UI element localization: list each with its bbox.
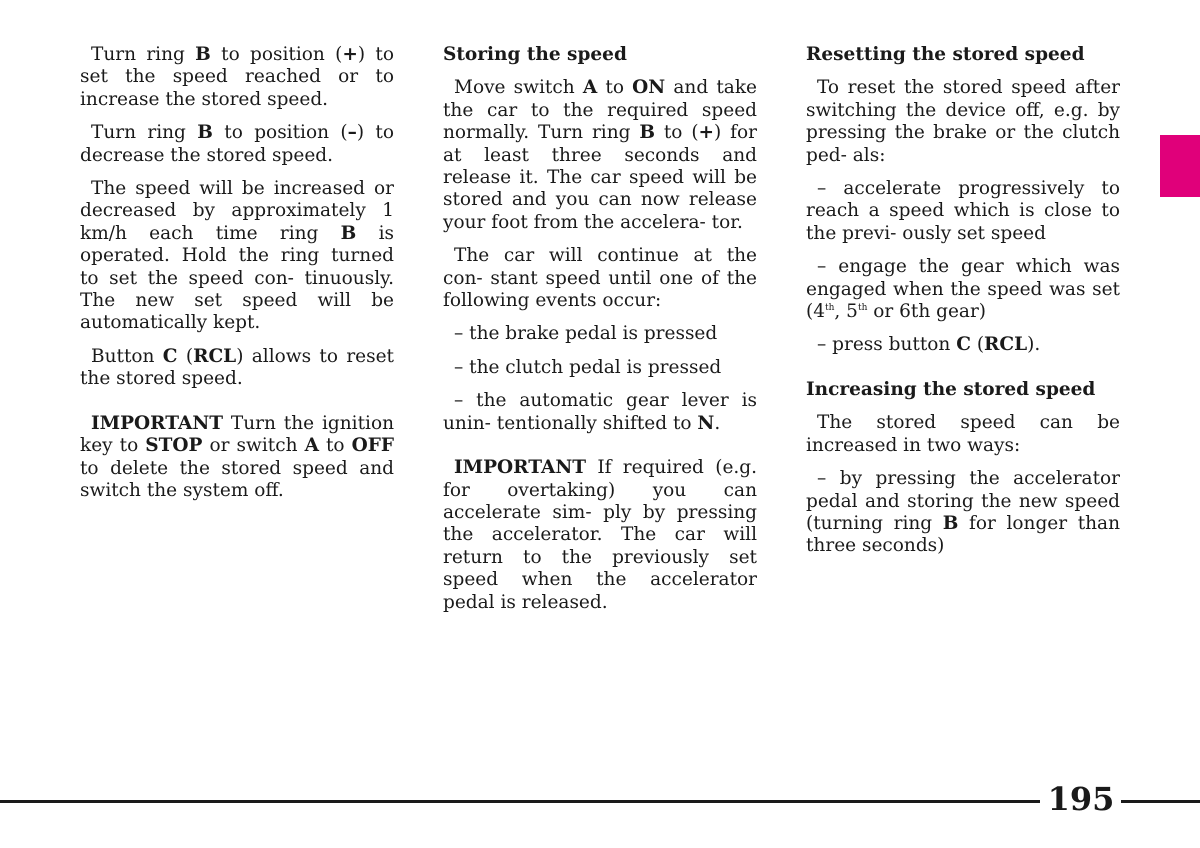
column-3 [806,44,1120,569]
column-1 [80,44,394,513]
paragraph: The car will continue at the con- stant speed until one of the following events occur: [443,245,757,312]
footer-rule-right [1121,800,1200,803]
list-item: – accelerate progressively to reach a speed which is close to the previ- ously set speed [806,178,1120,244]
list-item: – the automatic gear lever is unin- tentionally shifted to N. [443,390,757,434]
important-note: IMPORTANT If required (e.g. for overtaking) you can accelerate sim- ply by pressing the accelerator. The car will return to the previously set speed when the accelerator pedal is released. [443,457,757,613]
column-2 [443,44,757,625]
section-tab-marker [1160,135,1200,197]
list-item: – the clutch pedal is pressed [454,356,722,378]
paragraph: Move switch A to ON and take the car to the required speed normally. Turn ring B to (+) for at least three seconds and release it. The car speed will be stored and you can now release your foot from the accelera- tor. [443,77,757,233]
list-item: – by pressing the accelerator pedal and storing the new speed (turning ring B for longer than three seconds) [806,468,1120,557]
paragraph: To reset the stored speed after switching the device off, e.g. by pressing the brake or the clutch ped- als: [806,77,1120,166]
paragraph: Button C (RCL) allows to reset the stored speed. [80,345,394,390]
footer-rule-left [0,800,1040,803]
paragraph: The speed will be increased or decreased by approximately 1 km/h each time ring B is operated. Hold the ring turned to set the speed con- tinuously. The new set speed will be automatically kept. [80,178,394,334]
list-item: – engage the gear which was engaged when the speed was set (4th, 5th or 6th gear) [806,256,1120,323]
list-item: – press button C (RCL). [817,334,1041,356]
paragraph: The stored speed can be increased in two ways: [806,412,1120,456]
section-heading: Increasing the stored speed [806,378,1096,400]
page-number: 195 [1047,780,1115,818]
section-heading: Storing the speed [443,44,627,65]
section-heading: Resetting the stored speed [806,44,1085,65]
list-item: – the brake pedal is pressed [454,323,718,345]
paragraph: Turn ring B to position (+) to set the speed reached or to increase the stored speed. [80,44,394,110]
paragraph: Turn ring B to position (–) to decrease the stored speed. [80,122,394,166]
important-note: IMPORTANT Turn the ignition key to STOP or switch A to OFF to delete the stored speed and switch the system off. [80,412,394,501]
